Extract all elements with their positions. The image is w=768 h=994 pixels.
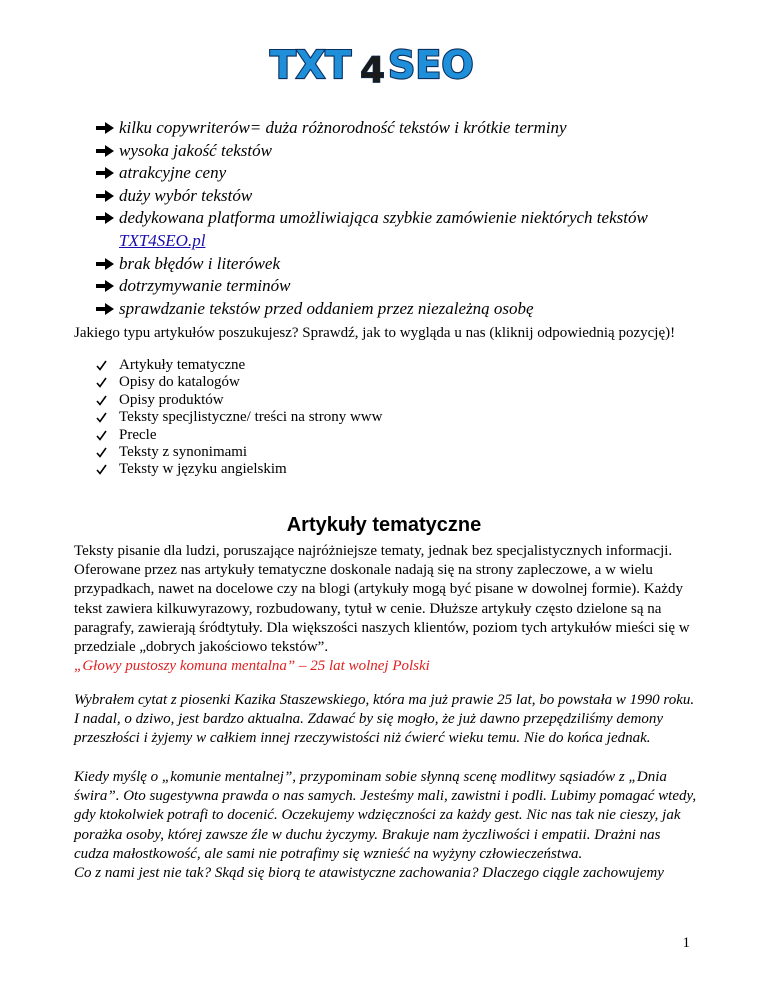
feature-list [96,117,716,320]
section-heading: Artykuły tematyczne [286,514,482,536]
article-type-item[interactable] [96,444,382,461]
checkmark-icon [96,377,107,388]
feature-item [96,140,716,163]
checkmark-icon [96,412,107,423]
arrow-right-icon [96,122,114,134]
feature-item [96,275,716,298]
feature-text: duży wybór tekstów [119,185,253,205]
article-type-label: Teksty specjlistyczne/ treści na strony www [119,409,383,426]
article-type-label: Precle [119,426,157,443]
feature-item [96,162,716,185]
arrow-right-icon [96,258,114,270]
txt4seo-logo [264,42,504,88]
article-type-label: Opisy do katalogów [119,374,240,391]
feature-item [96,185,716,208]
logo-four: 4 [360,50,386,88]
article-type-item[interactable] [96,392,382,409]
feature-item [96,207,716,252]
arrow-right-icon [96,280,114,292]
article-type-label: Teksty w języku angielskim [119,461,287,478]
feature-text: kilku copywriterów= duża różnorodność tekstów i krótkie terminy [119,118,567,137]
article-type-label: Opisy produktów [119,391,224,408]
article-type-item[interactable] [96,461,382,478]
feature-item [96,253,716,276]
article-type-item[interactable] [96,357,382,374]
page-number: 1 [682,935,690,951]
checkmark-icon [96,395,107,406]
arrow-right-icon [96,190,114,202]
sample-paragraph-2: Kiedy myślę o „komunie mentalnej”, przypominam sobie słynną scenę modlitwy sąsiadów z „Dnia świra”. Oto sugestywna prawda o nas samych. Jesteśmy mali, zawistni i podli. Lubimy pomagać wtedy, gdy ktokolwiek potrafi to docenić. Oczekujemy wdzięczności za każdy gest. Nic nas tak nie cieszy, jak porażka osoby, której zawsze źle w duchu życzymy. Brakuje nam życzliwości i empatii. Drażni nas cudza małostkowość, ale sami nie potrafimy się wznieść na wyżyny człowieczeństwa. [74,769,697,862]
feature-text: wysoka jakość tekstów [119,140,272,160]
sample-paragraph-3: Co z nami jest nie tak? Skąd się biorą te atawistyczne zachowania? Dlaczego ciągle zachowujemy [74,865,664,881]
checkmark-icon [96,360,107,371]
arrow-right-icon [96,145,114,157]
feature-text: brak błędów i literówek [119,253,281,273]
checkmark-icon [96,464,107,475]
feature-text: atrakcyjne ceny [119,163,227,183]
arrow-right-icon [96,167,114,179]
feature-text: dotrzymywanie terminów [119,276,291,296]
article-type-item[interactable] [96,374,382,391]
feature-text: dedykowana platforma umożliwiająca szybkie zamówienie niektórych tekstów [119,208,648,228]
arrow-right-icon [96,303,114,315]
sample-title: „Głowy pustoszy komuna mentalna” – 25 lat wolnej Polski [74,658,430,674]
section-intro: Teksty pisanie dla ludzi, poruszające najróżniejsze tematy, jednak bez specjalistycznych informacji. Oferowane przez nas artykuły tematyczne doskonale nadają się na strony zapleczowe, a w wielu przypadkach, nawet na docelowe czy na blogi (artykuły mogą być pisane w dowolnej formie). Każdy tekst zawiera kilkuwyrazowy, rozbudowany, tytuł w cenie. Dłuższe artykuły często dzielone są na paragrafy, zawierają śródtytuły. Dla większości naszych klientów, poziom tych artykułów mieści się w przedziale „dobrych jakościowo tekstów”. [74,543,690,656]
article-type-label: Artykuły tematyczne [119,357,246,373]
feature-item [96,117,716,140]
feature-text: sprawdzanie tekstów przed oddaniem przez niezależną osobę [119,298,534,318]
checkmark-icon [96,447,107,458]
feature-item [96,298,716,321]
article-type-item[interactable] [96,409,382,426]
txt4seo-link[interactable]: TXT4SEO.pl [119,230,206,250]
article-type-list [96,357,382,479]
checkmark-icon [96,430,107,441]
arrow-right-icon [96,212,114,224]
logo-seo: SEO [388,43,474,87]
article-type-item[interactable] [96,427,382,444]
article-type-label: Teksty z synonimami [119,444,248,461]
sample-paragraph-1: Wybrałem cytat z piosenki Kazika Staszewskiego, która ma już prawie 25 lat, bo powstała w 1990 roku. I nadal, o dziwo, jest bardzo aktualna. Zdawać by się mogło, że już dawno przepędziliśmy demony przeszłości i żyjemy w całkiem innej rzeczywistości niż ćwierć wieku temu. Nie do końca jednak. [74,692,695,747]
logo [0,42,768,93]
logo-txt: TXT [270,43,352,87]
question-text: Jakiego typu artykułów poszukujesz? Sprawdź, jak to wygląda u nas (kliknij odpowiednią pozycję)! [74,325,676,341]
